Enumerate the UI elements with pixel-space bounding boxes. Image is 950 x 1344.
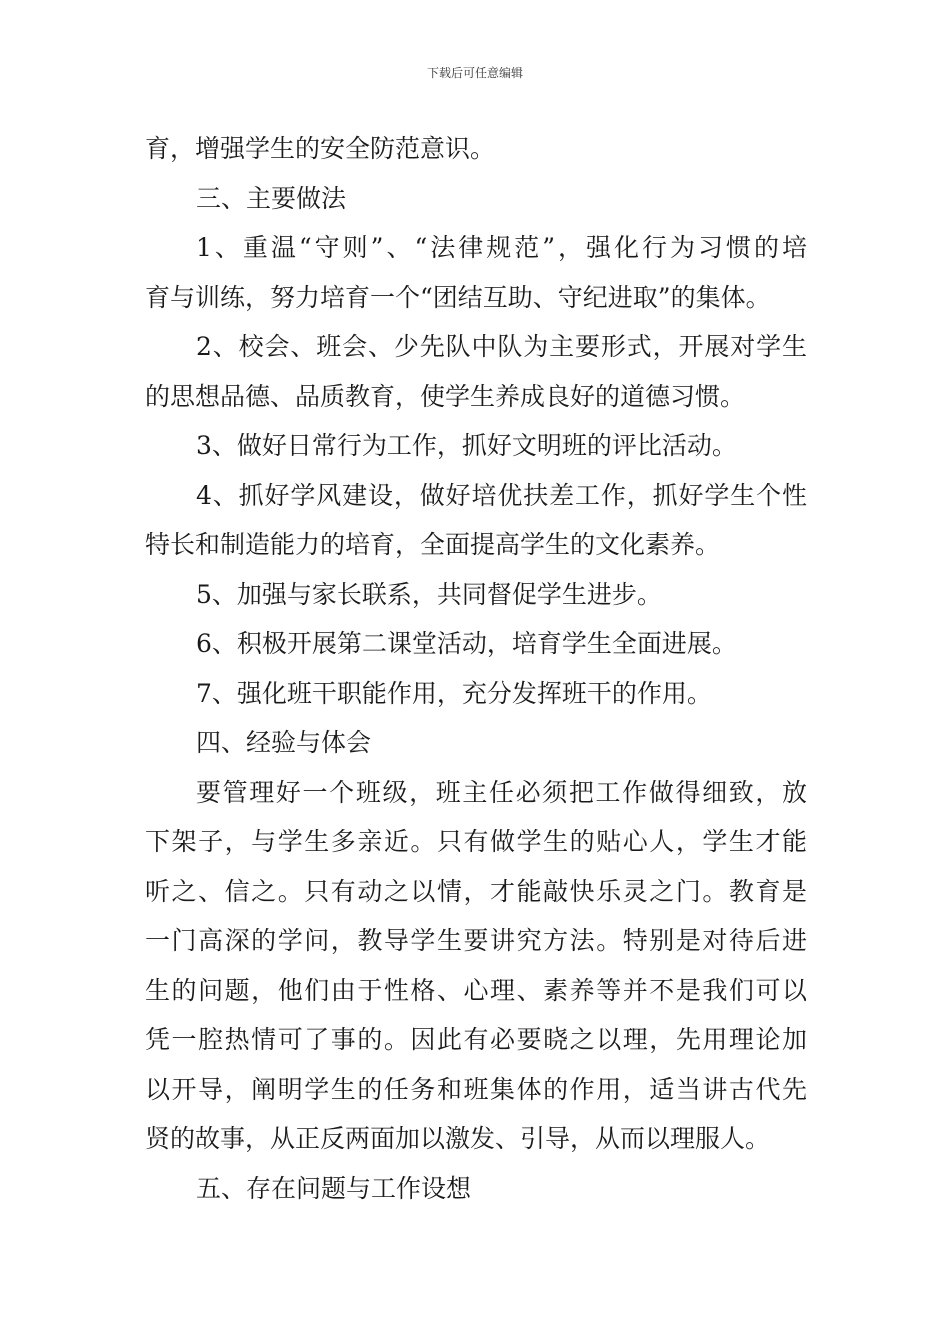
paragraph-line: 5、加强与家长联系，共同督促学生进步。 [196,579,662,609]
paragraph-line: 听之、信之。只有动之以情，才能敲快乐灵之门。教育是 [145,876,807,906]
paragraph-line: 育与训练，努力培育一个“团结互助、守纪进取”的集体。 [145,282,771,312]
paragraph-line: 1、重温“守则”、“法律规范”，强化行为习惯的培 [196,233,807,262]
paragraph-line: 要管理好一个班级，班主任必须把工作做得细致，放 [196,777,807,807]
paragraph-line: 以开导，阐明学生的任务和班集体的作用，适当讲古代先 [145,1074,807,1104]
page-header-note: 下载后可任意编辑 [426,66,523,80]
paragraph-line: 下架子，与学生多亲近。只有做学生的贴心人，学生才能 [145,827,807,856]
paragraph-line: 的思想品德、品质教育，使学生养成良好的道德习惯。 [145,381,746,411]
paragraph-line: 4、抓好学风建设，做好培优扶差工作，抓好学生个性 [196,480,807,510]
paragraph-line: 一门高深的学问，教导学生要讲究方法。特别是对待后进 [145,926,807,955]
paragraph-line: 贤的故事，从正反两面加以激发、引导，从而以理服人。 [145,1124,771,1153]
paragraph-line: 2、校会、班会、少先队中队为主要形式，开展对学生 [196,332,807,361]
paragraph-line: 3、做好日常行为工作，抓好文明班的评比活动。 [196,431,737,460]
paragraph-line: 特长和制造能力的培育，全面提高学生的文化素养。 [145,530,721,559]
paragraph-line: 6、积极开展第二课堂活动，培育学生全面进展。 [196,629,737,658]
paragraph-line: 生的问题，他们由于性格、心理、素养等并不是我们可以 [145,975,807,1005]
section-heading: 三、主要做法 [196,183,347,213]
section-heading: 四、经验与体会 [196,728,372,757]
paragraph-line: 7、强化班干职能作用，充分发挥班干的作用。 [196,678,712,708]
section-heading: 五、存在问题与工作设想 [196,1173,472,1203]
paragraph-line: 育，增强学生的安全防范意识。 [145,134,496,163]
document-body [145,124,807,1213]
paragraph-line: 凭一腔热情可了事的。因此有必要晓之以理，先用理论加 [145,1025,807,1054]
